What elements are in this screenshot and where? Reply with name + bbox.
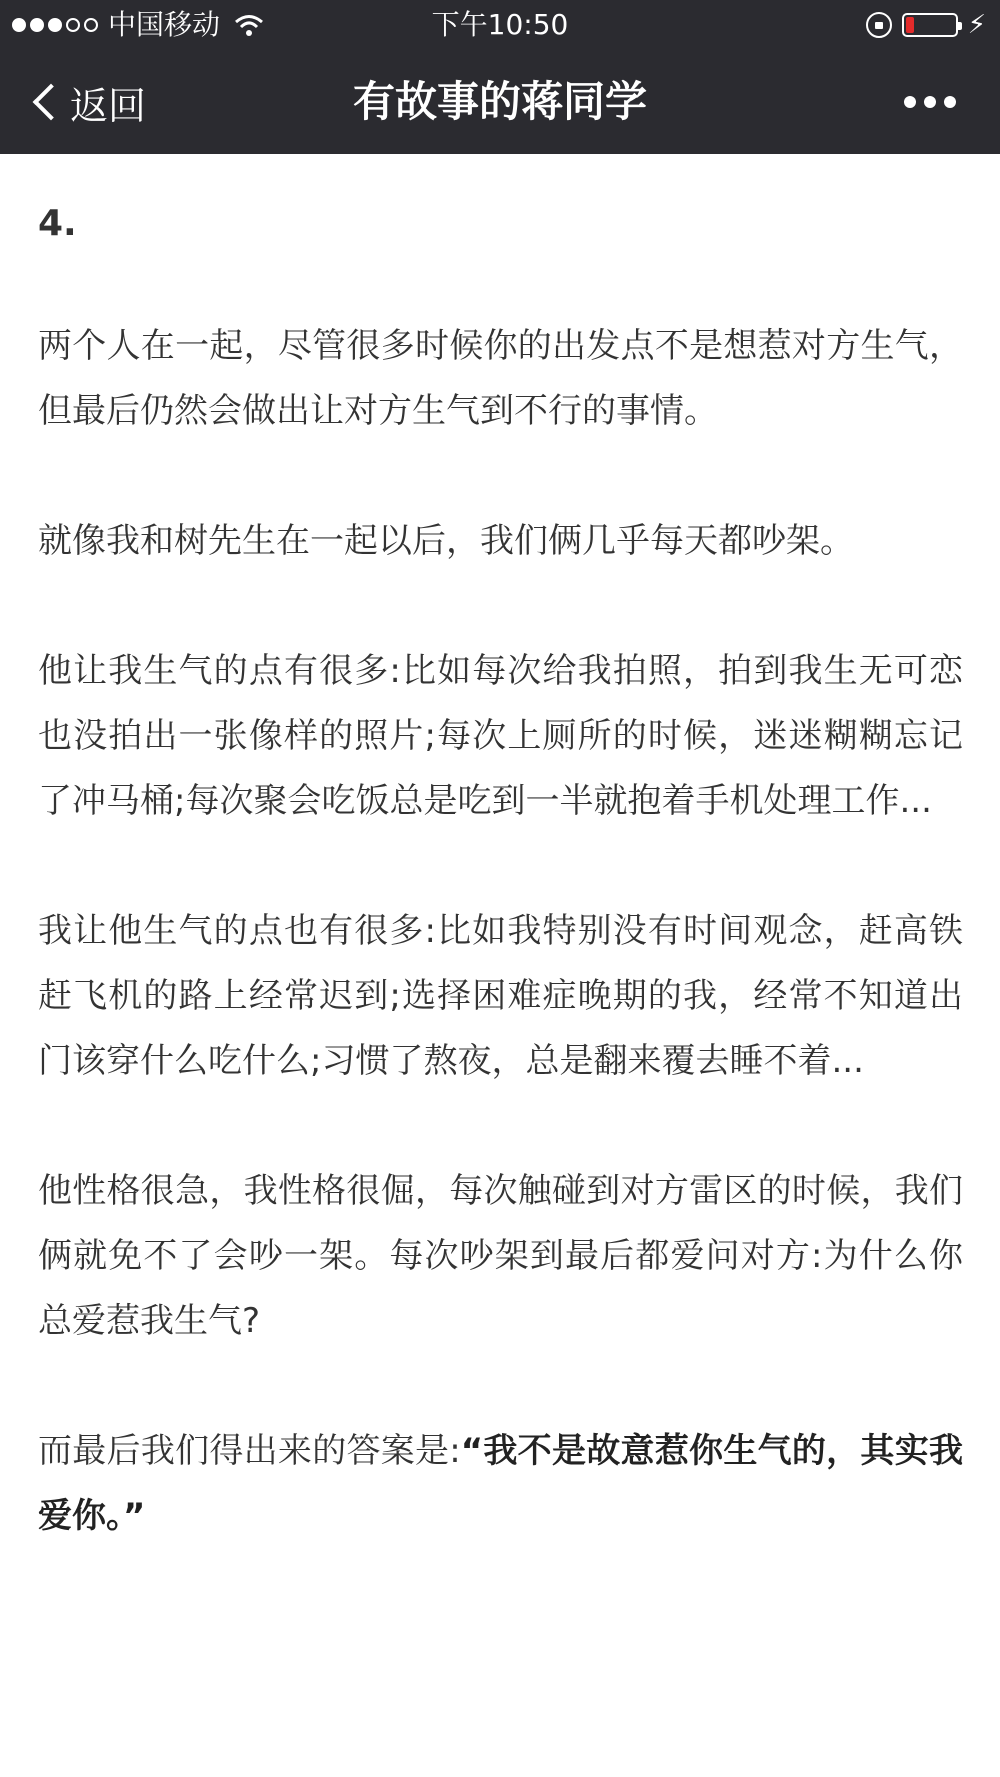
- status-right: [866, 0, 986, 50]
- status-time: 下午10:50: [431, 8, 569, 41]
- nav-bar: [0, 50, 1000, 154]
- final-bold-quote: “我不是故意惹你生气的，其实我爱你。”: [38, 1431, 963, 1536]
- rotation-lock-icon: [866, 12, 892, 38]
- article-content: [38, 154, 963, 1614]
- paragraph: 就像我和树先生在一起以后，我们俩几乎每天都吵架。: [38, 521, 854, 561]
- page-title: 有故事的蒋同学: [352, 77, 647, 126]
- status-bar: [0, 0, 1000, 50]
- paragraph: 我让他生气的点也有很多:比如我特别没有时间观念，赶高铁赶飞机的路上经常迟到;选择困难症晚期的我，经常不知道出门该穿什么吃什么;习惯了熬夜，总是翻来覆去睡不着...: [38, 911, 963, 1081]
- bolt-icon: ⚡: [967, 10, 986, 40]
- top-bar: [0, 0, 1000, 154]
- paragraph: 他让我生气的点有很多:比如每次给我拍照，拍到我生无可恋也没拍出一张像样的照片;每次上厕所的时候，迷迷糊糊忘记了冲马桶;每次聚会吃饭总是吃到一半就抱着手机处理工作...: [38, 651, 963, 821]
- battery-low-icon: [902, 13, 958, 37]
- paragraph: 他性格很急，我性格很倔，每次触碰到对方雷区的时候，我们俩就免不了会吵一架。每次吵架到最后都爱问对方:为什么你总爱惹我生气?: [38, 1171, 963, 1341]
- final-paragraph: [38, 1419, 963, 1549]
- article-heading: 4.: [38, 203, 77, 244]
- final-prefix: 而最后我们得出来的答案是:: [38, 1431, 461, 1471]
- back-label: 返回: [70, 83, 147, 128]
- carrier-label: 中国移动: [108, 8, 221, 41]
- more-dots-icon[interactable]: [904, 50, 956, 154]
- paragraph: 两个人在一起，尽管很多时候你的出发点不是想惹对方生气，但最后仍然会做出让对方生气到不行的事情。: [38, 326, 963, 431]
